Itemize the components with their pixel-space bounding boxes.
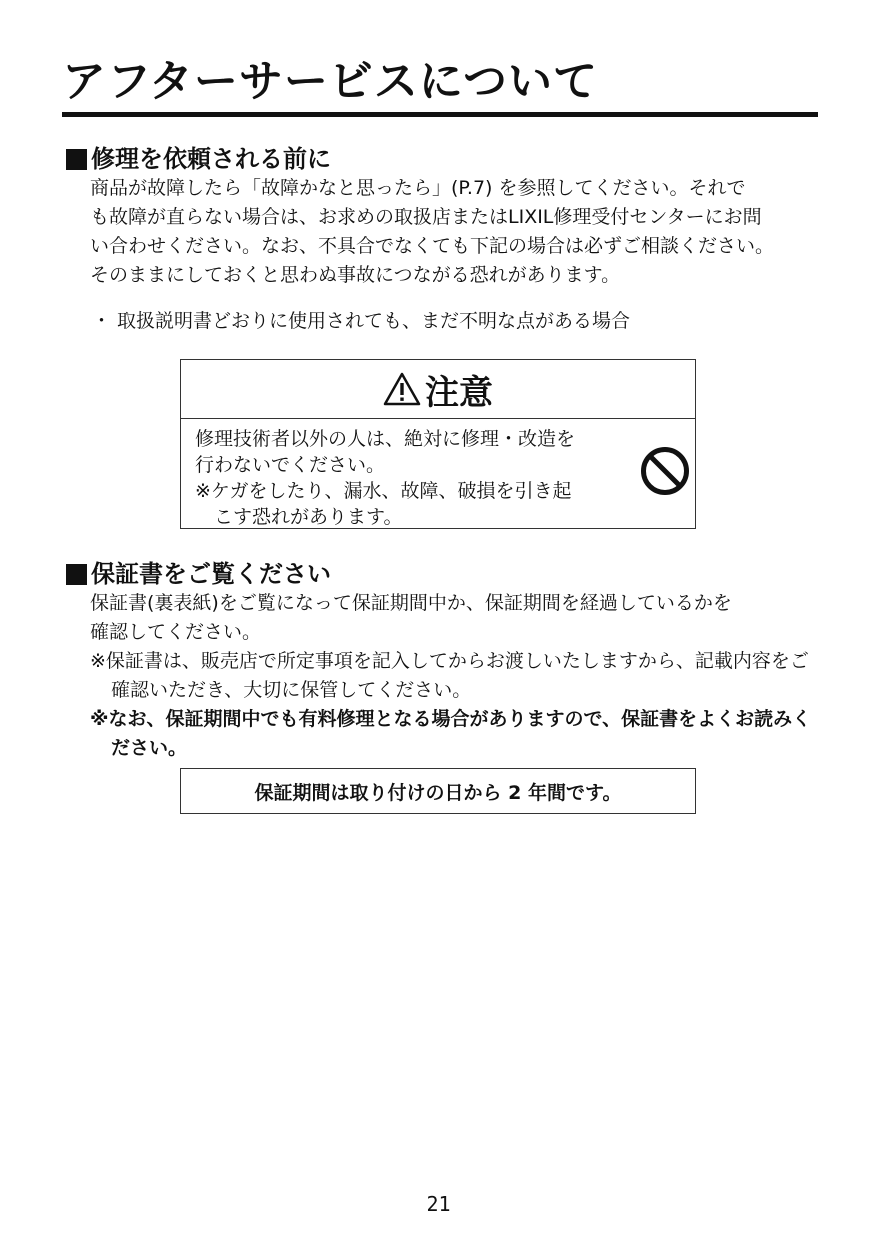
- repair-paragraph: [90, 174, 825, 290]
- warranty-period-box: 保証期間は取り付けの日から 2 年間です。: [180, 768, 696, 814]
- caution-line: こす恐れがあります。: [195, 506, 403, 528]
- warranty-paragraph: [90, 589, 825, 763]
- warranty-line: 確認してください。: [90, 621, 262, 643]
- warning-triangle-icon: [383, 372, 421, 406]
- warranty-note-bold: ※なお、保証期間中でも有料修理となる場合がありますので、保証書をよくお読みください。: [90, 708, 812, 759]
- page-title: アフターサービスについて: [62, 56, 599, 107]
- caution-header: [181, 360, 695, 419]
- repair-line: 商品が故障したら「故障かなと思ったら」(P.7) を参照してください。それで: [90, 177, 746, 199]
- repair-line: い合わせください。なお、不具合でなくても下記の場合は必ずご相談ください。: [90, 235, 775, 257]
- square-bullet-icon: [66, 564, 87, 585]
- repair-bullet-item: ・ 取扱説明書どおりに使用されても、まだ不明な点がある場合: [92, 310, 631, 332]
- warranty-note: ※保証書は、販売店で所定事項を記入してからお渡しいたしますから、記載内容をご確認いただき、大切に保管してください。: [90, 650, 809, 701]
- page-number: 21: [426, 1192, 451, 1216]
- caution-line: ※ケガをしたり、漏水、故障、破損を引き起: [195, 480, 572, 502]
- caution-line: 修理技術者以外の人は、絶対に修理・改造を: [195, 428, 576, 450]
- repair-heading-text: 修理を依頼される前に: [91, 145, 331, 173]
- repair-line: も故障が直らない場合は、お求めの取扱店またはLIXIL修理受付センターにお問: [90, 206, 762, 228]
- caution-box: [180, 359, 696, 529]
- caution-title: 注意: [425, 372, 493, 413]
- square-bullet-icon: [66, 149, 87, 170]
- warranty-line: 保証書(裏表紙)をご覧になって保証期間中か、保証期間を経過しているかを: [90, 592, 732, 614]
- title-divider: [62, 112, 818, 117]
- repair-line: そのままにしておくと思わぬ事故につながる恐れがあります。: [90, 264, 621, 286]
- warranty-heading-text: 保証書をご覧ください: [91, 560, 331, 588]
- prohibited-icon: [640, 446, 690, 496]
- repair-section-heading: [66, 142, 331, 176]
- caution-line: 行わないでください。: [195, 454, 386, 476]
- caution-body: [195, 426, 625, 530]
- warranty-section-heading: [66, 557, 331, 591]
